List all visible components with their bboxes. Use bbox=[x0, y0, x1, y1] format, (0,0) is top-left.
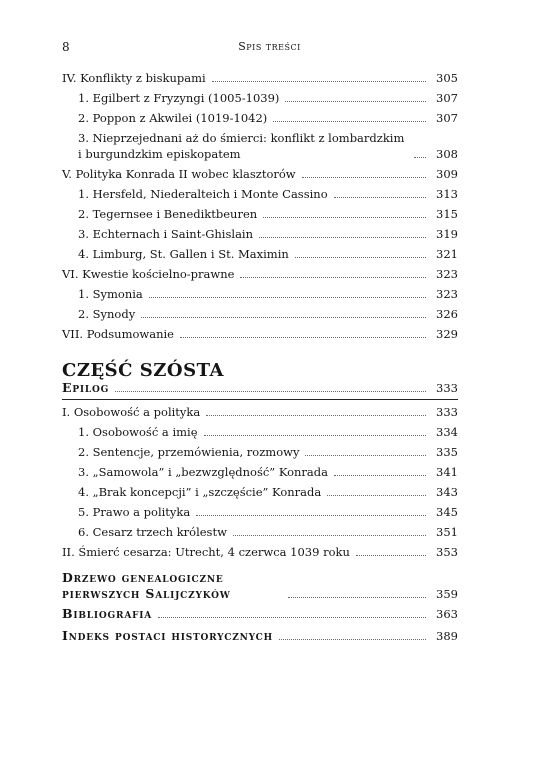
dot-leader bbox=[233, 534, 426, 536]
dot-leader bbox=[149, 296, 426, 298]
toc-entry-label: 4. Limburg, St. Gallen i St. Maximin bbox=[78, 247, 289, 261]
toc-entry[interactable] bbox=[62, 326, 458, 342]
toc-entry-page: 308 bbox=[436, 147, 458, 161]
toc-entry-page: 315 bbox=[436, 207, 458, 221]
dot-leader bbox=[302, 176, 426, 178]
toc-entry-page: 343 bbox=[436, 485, 458, 499]
toc-entry-label: VI. Kwestie kościelno-prawne bbox=[62, 267, 235, 281]
toc-entry-label: 6. Cesarz trzech królestw bbox=[78, 525, 227, 539]
dot-leader bbox=[285, 100, 426, 102]
toc-entry-back-matter[interactable] bbox=[62, 628, 458, 644]
toc-entry-page: 309 bbox=[436, 167, 458, 181]
dot-leader bbox=[212, 80, 426, 82]
toc-entry-page: 323 bbox=[436, 287, 458, 301]
toc-entry-label: 1. Osobowość a imię bbox=[78, 425, 198, 439]
dot-leader bbox=[259, 236, 426, 238]
toc-entry-page: 334 bbox=[436, 425, 458, 439]
toc-entry-page: 333 bbox=[436, 405, 458, 419]
toc-entry[interactable] bbox=[62, 464, 458, 480]
toc-entry-label: 2. Sentencje, przemówienia, rozmowy bbox=[78, 445, 300, 459]
dot-leader bbox=[279, 638, 426, 640]
toc-entry[interactable] bbox=[62, 166, 458, 182]
dot-leader bbox=[206, 414, 426, 416]
toc-entry-page: 313 bbox=[436, 187, 458, 201]
toc-entry-label: IV. Konflikty z biskupami bbox=[62, 71, 206, 85]
toc-entry-page: 305 bbox=[436, 71, 458, 85]
page-header bbox=[62, 40, 477, 56]
toc-entry-page: 329 bbox=[436, 327, 458, 341]
dot-leader bbox=[334, 196, 426, 198]
toc-entry-back-matter[interactable] bbox=[62, 570, 458, 602]
toc-entry[interactable] bbox=[62, 424, 458, 440]
toc-entry[interactable] bbox=[62, 186, 458, 202]
dot-leader bbox=[141, 316, 426, 318]
toc-entry-label: 3. Nieprzejednani aż do śmierci: konflikt z lombardzkim i burgundzkim episkopatem bbox=[78, 131, 405, 161]
dot-leader bbox=[204, 434, 426, 436]
toc-entry[interactable] bbox=[62, 226, 458, 242]
toc-entry-label: 4. „Brak koncepcji” i „szczęście” Konrada bbox=[78, 485, 322, 499]
toc-entry[interactable] bbox=[62, 110, 458, 126]
toc-entry-label: 2. Synody bbox=[78, 307, 136, 321]
toc-entry[interactable] bbox=[62, 306, 458, 322]
toc-entry[interactable] bbox=[62, 544, 458, 560]
toc-entry[interactable] bbox=[62, 70, 458, 86]
toc-entry[interactable] bbox=[62, 504, 458, 520]
toc-entry-label: 3. „Samowola” i „bezwzględność” Konrada bbox=[78, 465, 329, 479]
dot-leader bbox=[305, 454, 426, 456]
toc-entry-label: I. Osobowość a polityka bbox=[62, 405, 201, 419]
toc-entry-label: Bibliografia bbox=[62, 606, 153, 621]
toc-entry[interactable] bbox=[62, 90, 458, 106]
dot-leader bbox=[158, 616, 426, 618]
toc-entry[interactable] bbox=[62, 206, 458, 222]
dot-leader bbox=[334, 474, 426, 476]
toc-entry-label: 3. Echternach i Saint-Ghislain bbox=[78, 227, 254, 241]
dot-leader bbox=[180, 336, 426, 338]
toc-entry-label: 2. Poppon z Akwilei (1019-1042) bbox=[78, 111, 268, 125]
dot-leader bbox=[414, 156, 426, 158]
divider bbox=[62, 399, 458, 400]
toc-entry[interactable] bbox=[62, 266, 458, 282]
toc-entry-page: 321 bbox=[436, 247, 458, 261]
dot-leader bbox=[288, 596, 426, 598]
dot-leader bbox=[263, 216, 426, 218]
toc-entry-label: VII. Podsumowanie bbox=[62, 327, 174, 341]
toc-entry[interactable] bbox=[62, 524, 458, 540]
toc-entry-label: 5. Prawo a polityka bbox=[78, 505, 191, 519]
part-title: CZĘŚĆ SZÓSTA bbox=[62, 360, 224, 381]
toc-entry[interactable] bbox=[62, 130, 458, 162]
toc-entry[interactable] bbox=[62, 444, 458, 460]
toc-entry-back-matter[interactable] bbox=[62, 606, 458, 622]
dot-leader bbox=[356, 554, 426, 556]
toc-entry-page: 323 bbox=[436, 267, 458, 281]
toc-entry-page: 326 bbox=[436, 307, 458, 321]
toc-entry-epilog[interactable] bbox=[62, 380, 458, 396]
part-subtitle: Epilog bbox=[62, 380, 110, 395]
toc-entry-page: 333 bbox=[436, 381, 458, 395]
toc-entry-page: 389 bbox=[436, 629, 458, 643]
toc-entry-page: 351 bbox=[436, 525, 458, 539]
dot-leader bbox=[115, 390, 426, 392]
toc-entry-page: 353 bbox=[436, 545, 458, 559]
page-number: 8 bbox=[62, 40, 70, 54]
dot-leader bbox=[196, 514, 426, 516]
toc-entry-page: 319 bbox=[436, 227, 458, 241]
toc-entry-page: 359 bbox=[436, 587, 458, 601]
toc-entry-page: 307 bbox=[436, 111, 458, 125]
toc-entry[interactable] bbox=[62, 404, 458, 420]
toc-entry-page: 363 bbox=[436, 607, 458, 621]
toc-entry[interactable] bbox=[62, 286, 458, 302]
dot-leader bbox=[327, 494, 426, 496]
toc-entry-page: 345 bbox=[436, 505, 458, 519]
toc-entry-label: II. Śmierć cesarza: Utrecht, 4 czerwca 1039 roku bbox=[62, 545, 350, 559]
toc-entry-page: 307 bbox=[436, 91, 458, 105]
dot-leader bbox=[295, 256, 426, 258]
dot-leader bbox=[240, 276, 426, 278]
toc-entry-page: 335 bbox=[436, 445, 458, 459]
toc-entry-label: 2. Tegernsee i Benediktbeuren bbox=[78, 207, 258, 221]
toc-entry-label: 1. Symonia bbox=[78, 287, 143, 301]
toc-entry-label: 1. Hersfeld, Niederalteich i Monte Cassino bbox=[78, 187, 328, 201]
toc-entry-label: Indeks postaci historycznych bbox=[62, 628, 273, 643]
toc-entry-label: V. Polityka Konrada II wobec klasztorów bbox=[62, 167, 296, 181]
toc-entry-label: 1. Egilbert z Fryzyngi (1005-1039) bbox=[78, 91, 280, 105]
toc-entry[interactable] bbox=[62, 246, 458, 262]
dot-leader bbox=[273, 120, 426, 122]
toc-entry-page: 341 bbox=[436, 465, 458, 479]
running-head: Spis treści bbox=[238, 40, 301, 53]
toc-entry-label: Drzewo genealogiczne pierwszych Salijczyków bbox=[62, 570, 231, 601]
toc-entry[interactable] bbox=[62, 484, 458, 500]
